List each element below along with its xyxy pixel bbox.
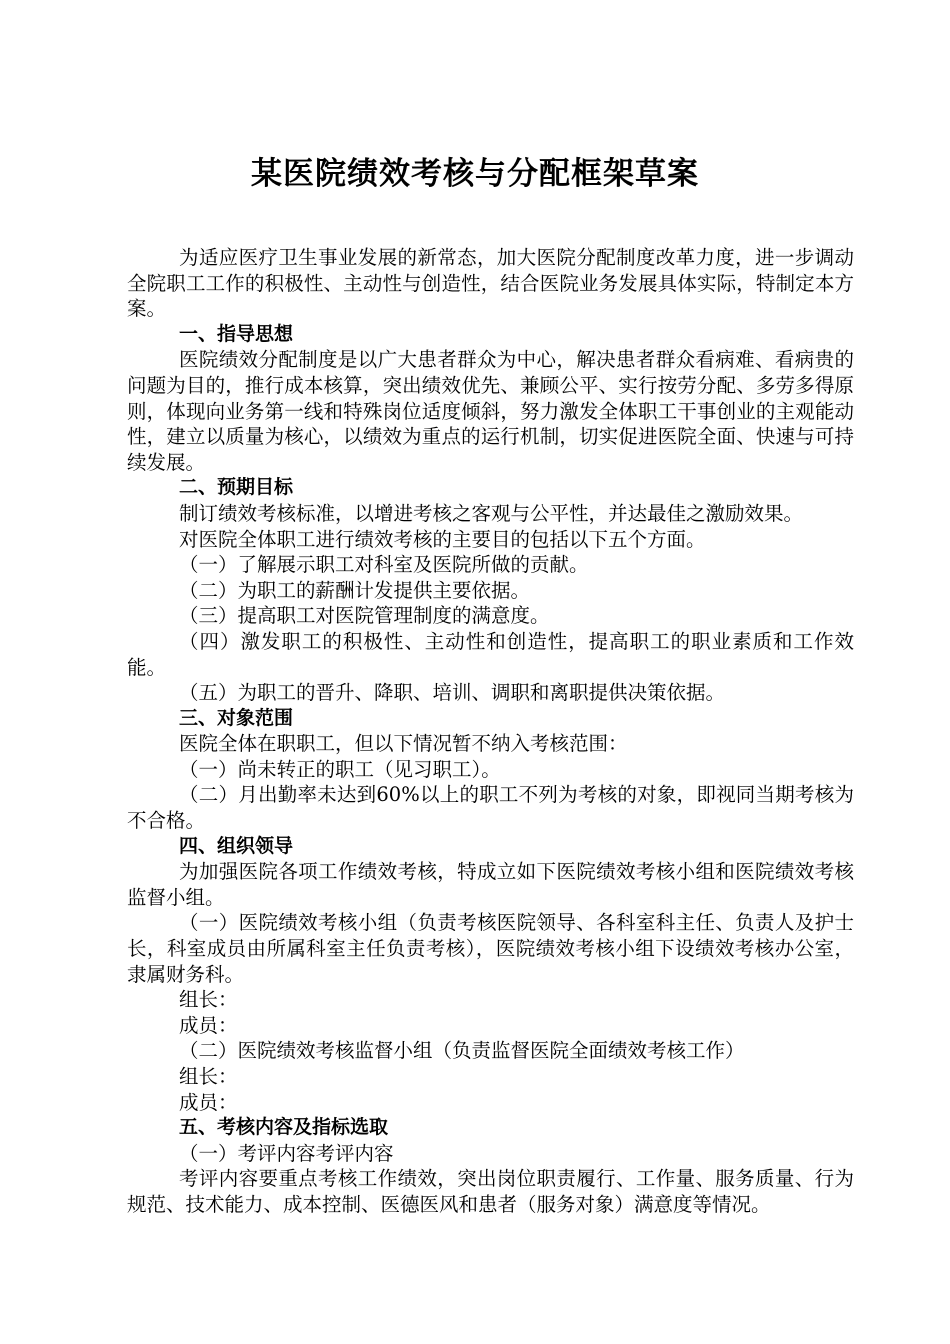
section-heading-leadership: 四、组织领导 — [179, 834, 294, 857]
assessment-content-paragraph: 考评内容要重点考核工作绩效，突出岗位职责履行、工作量、服务质量、行为规范、技术能力、成本控制、医德医风和患者（服务对象）满意度等情况。 — [127, 1167, 854, 1216]
goal-item: （一）了解展示职工对科室及医院所做的贡献。 — [179, 553, 589, 577]
expected-goals-paragraph: 制订绩效考核标准，以增进考核之客观与公平性，并达最佳之激励效果。 — [179, 501, 804, 525]
goal-item: （三）提高职工对医院管理制度的满意度。 — [179, 604, 550, 628]
section-heading-assessment-content: 五、考核内容及指标选取 — [179, 1116, 389, 1139]
group-member-line: 成员： — [179, 1013, 238, 1037]
section-heading-guiding-thought: 一、指导思想 — [179, 322, 294, 345]
goal-item: （五）为职工的晋升、降职、培训、调职和离职提供决策依据。 — [179, 681, 726, 705]
scope-paragraph: 医院全体在职职工，但以下情况暂不纳入考核范围： — [179, 732, 628, 756]
section-heading-expected-goals: 二、预期目标 — [179, 476, 294, 499]
document-body — [127, 245, 854, 1218]
section-heading-scope: 三、对象范围 — [179, 706, 294, 729]
group-leader-line: 组长： — [179, 988, 238, 1012]
expected-goals-purpose: 对医院全体职工进行绩效考核的主要目的包括以下五个方面。 — [179, 527, 706, 551]
goal-item: （二）为职工的薪酬计发提供主要依据。 — [179, 578, 531, 602]
scope-item: （一）尚未转正的职工（见习职工）。 — [179, 757, 501, 781]
document-title: 某医院绩效考核与分配框架草案 — [251, 156, 699, 192]
guiding-thought-paragraph: 医院绩效分配制度是以广大患者群众为中心，解决患者群众看病难、看病贵的问题为目的，推行成本核算，突出绩效优先、兼顾公平、实行按劳分配、多劳多得原则，体现向业务第一线和特殊岗位适度倾斜，努力激发全体职工干事创业的主观能动性，建立以质量为核心，以绩效为重点的运行机制，切实促进医院全面、快速与可持续发展。 — [127, 348, 854, 474]
supervision-member-line: 成员： — [179, 1090, 238, 1114]
assessment-group-paragraph: （一）医院绩效考核小组（负责考核医院领导、各科室科主任、负责人及护士长，科室成员由所属科室主任负责考核），医院绩效考核小组下设绩效考核办公室，隶属财务科。 — [127, 911, 854, 986]
goal-item: （四）激发职工的积极性、主动性和创造性，提高职工的职业素质和工作效能。 — [127, 629, 854, 679]
supervision-group-paragraph: （二）医院绩效考核监督小组（负责监督医院全面绩效考核工作） — [179, 1039, 745, 1063]
scope-item: （二）月出勤率未达到60%以上的职工不列为考核的对象，即视同当期考核为不合格。 — [127, 783, 854, 833]
intro-paragraph: 为适应医疗卫生事业发展的新常态，加大医院分配制度改革力度，进一步调动全院职工工作的积极性、主动性与创造性，结合医院业务发展具体实际，特制定本方案。 — [127, 246, 854, 321]
leadership-paragraph: 为加强医院各项工作绩效考核，特成立如下医院绩效考核小组和医院绩效考核监督小组。 — [127, 860, 854, 909]
assessment-content-subheading: （一）考评内容考评内容 — [179, 1141, 394, 1165]
supervision-leader-line: 组长： — [179, 1065, 238, 1088]
